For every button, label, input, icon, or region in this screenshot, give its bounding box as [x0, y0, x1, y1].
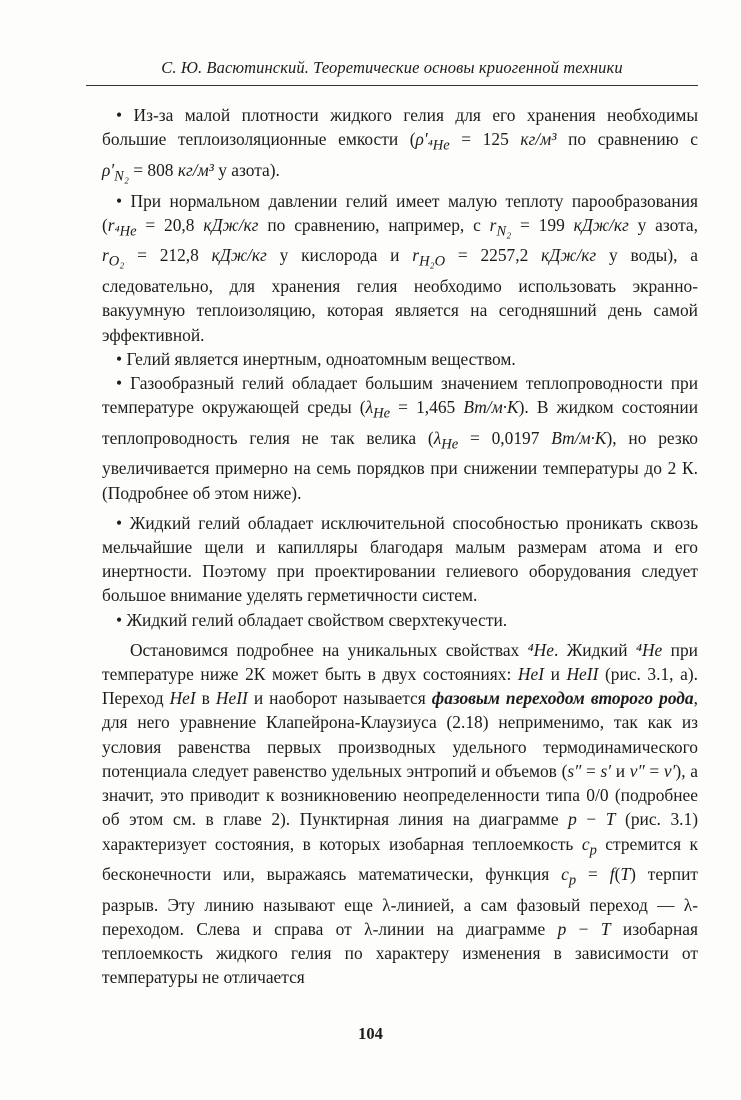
page-body [102, 103, 698, 990]
paragraph: • Жидкий гелий обладает свойством сверхтекучести. [102, 608, 698, 632]
paragraph: • Жидкий гелий обладает исключительной способностью проникать сквозь мельчайшие щели и капилляры благодаря малым размерам атома и его инертности. Поэтому при проектировании гелиевого оборудования следует большое внимание уделять герметичности систем. [102, 511, 698, 608]
running-header: С. Ю. Васютинский. Теоретические основы криогенной техники [161, 58, 623, 77]
paragraph: Остановимся подробнее на уникальных свойствах ⁴He. Жидкий ⁴He при температуре ниже 2К может быть в двух состояниях: HeI и HeII (рис. 3.1, а). Переход HeI в HeII и наоборот называется фазовым переходом второго рода, для него уравнение Клапейрона-Клаузиуса (2.18) неприменимо, так как из условия равенства первых производных удельного термодинамического потенциала следует равенство удельных энтропий и объемов (s″ = s′ и v″ = v′), а значит, это приводит к возникновению неопределенности типа 0/0 (подробнее об этом см. в главе 2). Пунктирная линия на диаграмме p − T (рис. 3.1) характеризует состояния, в которых изобарная теплоемкость $c_p$ стремится к бесконечности или, выражаясь математически, функция $c_p = f(T)$ терпит разрыв. Эту линию называют еще λ-линией, а сам фазовый переход — λ-переходом. Слева и справа от λ-линии на диаграмме p − T изобарная теплоемкость жидкого гелия по характеру изменения в зависимости от температуры не отличается [102, 639, 699, 988]
paragraph: • Из-за малой плотности жидкого гелия для его хранения необходимы большие теплоизоляционные емкости ($\rho'_{^4He} = 125$ кг/м³ по сравнению с $\rho'_{N_2} = 808$ кг/м³ у азота). [102, 103, 698, 189]
header-rule [86, 85, 698, 86]
paragraph: • При нормальном давлении гелий имеет малую теплоту парообразования ($r_{^4He} = 20,8$ кДж/кг по сравнению, например, с $r_{N_2} = 199$ кДж/кг у азота, $r_{O_2} = 212,8$ кДж/кг у кислорода и $r_{H_2O} = 2257,2$ кДж/кг у воды), а следовательно, для хранения гелия необходимо использовать экранно-вакуумную теплоизоляцию, которая является на сегодняшний день самой эффективной. [102, 189, 698, 347]
paragraph: • Гелий является инертным, одноатомным веществом. [102, 347, 698, 371]
page-number: 104 [358, 1024, 383, 1043]
paragraph: • Газообразный гелий обладает большим значением теплопроводности при температуре окружающей среды ($\lambda_{He} = 1,465$ Вт/м·К). В жидком состоянии теплопроводность гелия не так велика ($\lambda_{He} = 0,0197$ Вт/м·К), но резко увеличивается примерно на семь порядков при снижении температуры до 2 К. (Подробнее об этом ниже). [102, 371, 698, 505]
